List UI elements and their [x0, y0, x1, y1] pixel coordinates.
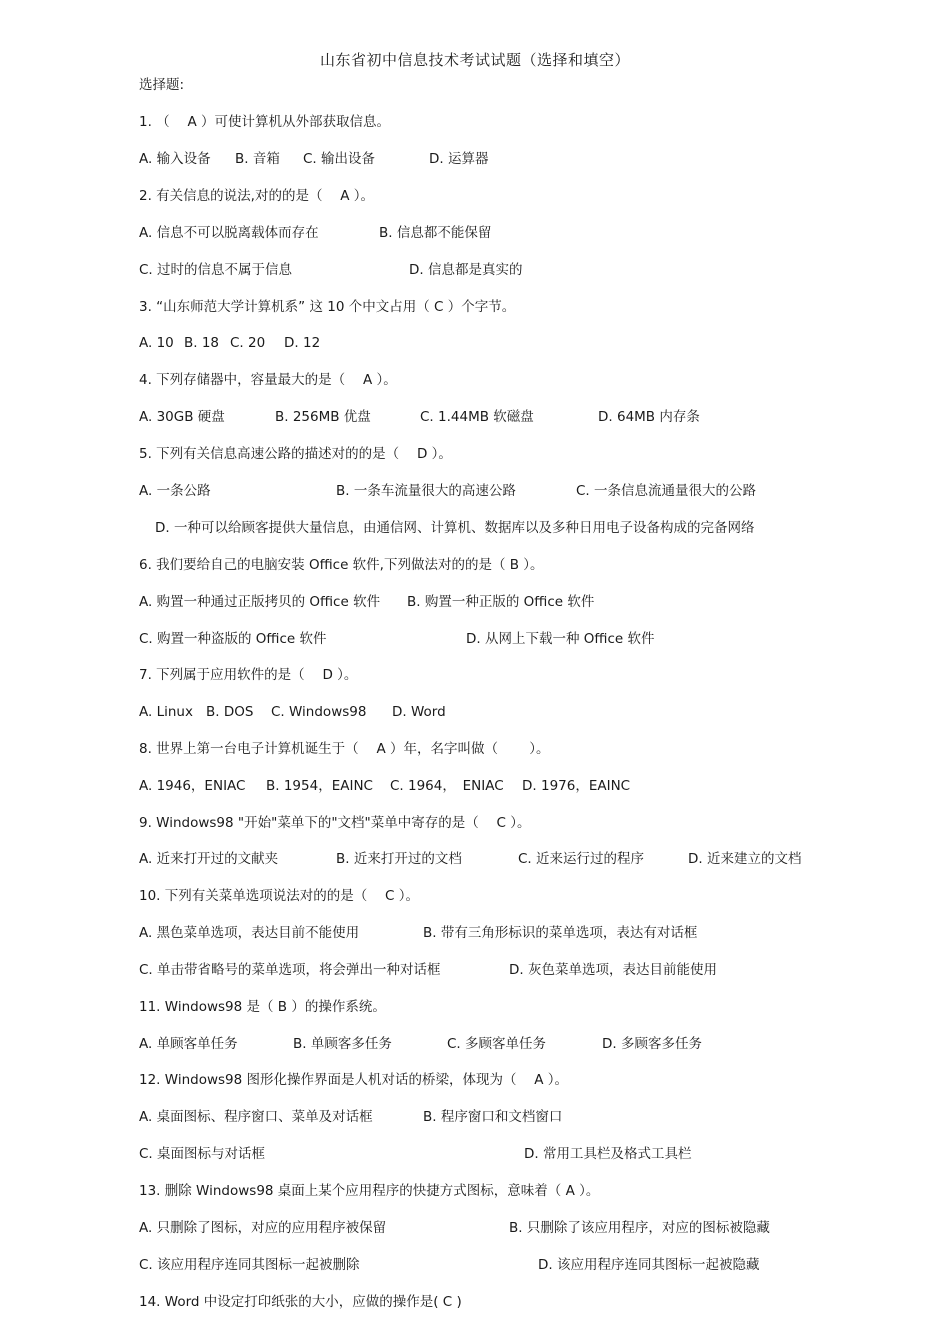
q5-option-a: A. 一条公路: [139, 483, 211, 499]
q3-option-b: B. 18: [184, 335, 220, 351]
q9-option-a: A. 近来打开过的文献夹: [139, 851, 279, 867]
q5-option-d: D. 一种可以给顾客提供大量信息，由通信网、计算机、数据库以及多种日用电子设备构成的完备网络: [155, 520, 755, 536]
q9-option-b: B. 近来打开过的文档: [336, 851, 462, 867]
q13-option-c: C. 该应用程序连同其图标一起被删除: [139, 1257, 360, 1273]
q5-option-b: B. 一条车流量很大的高速公路: [336, 483, 516, 499]
page-title: 山东省初中信息技术考试试题（选择和填空）: [319, 51, 630, 69]
question-4: 4. 下列存储器中，容量最大的是（ A ）。: [139, 372, 397, 388]
q8-option-c: C. 1964， ENIAC: [390, 778, 504, 794]
q1-option-b: B. 音箱: [235, 151, 280, 167]
question-13: 13. 删除 Windows98 桌面上某个应用程序的快捷方式图标，意味着（ A ）。: [139, 1183, 600, 1199]
q2-option-c: C. 过时的信息不属于信息: [139, 262, 293, 278]
question-8: 8. 世界上第一台电子计算机诞生于（ A ）年，名字叫做（ ）。: [139, 741, 550, 757]
q5-option-c: C. 一条信息流通量很大的公路: [576, 483, 757, 499]
question-14: 14. Word 中设定打印纸张的大小，应做的操作是( C ): [139, 1294, 462, 1310]
q10-option-d: D. 灰色菜单选项，表达目前能使用: [509, 962, 717, 978]
q8-option-b: B. 1954，EAINC: [266, 778, 373, 794]
q4-option-c: C. 1.44MB 软磁盘: [420, 409, 534, 425]
q6-option-a: A. 购置一种通过正版拷贝的 Office 软件: [139, 594, 381, 610]
q9-option-d: D. 近来建立的文档: [688, 851, 802, 867]
q11-option-c: C. 多顾客单任务: [447, 1036, 547, 1052]
q3-option-c: C. 20: [230, 335, 266, 351]
q10-option-a: A. 黑色菜单选项，表达目前不能使用: [139, 925, 360, 941]
question-9: 9. Windows98 "开始"菜单下的"文档"菜单中寄存的是（ C ）。: [139, 815, 531, 831]
question-10: 10. 下列有关菜单选项说法对的的是（ C ）。: [139, 888, 420, 904]
question-7: 7. 下列属于应用软件的是（ D ）。: [139, 667, 358, 683]
q2-option-b: B. 信息都不能保留: [379, 225, 492, 241]
q12-option-a: A. 桌面图标、程序窗口、菜单及对话框: [139, 1109, 373, 1125]
question-2: 2. 有关信息的说法,对的的是（ A ）。: [139, 188, 375, 204]
q4-option-d: D. 64MB 内存条: [598, 409, 700, 425]
q8-option-d: D. 1976，EAINC: [522, 778, 631, 794]
q12-option-d: D. 常用工具栏及格式工具栏: [524, 1146, 692, 1162]
question-12: 12. Windows98 图形化操作界面是人机对话的桥梁，体现为（ A ）。: [139, 1072, 569, 1088]
q6-option-b: B. 购置一种正版的 Office 软件: [407, 594, 595, 610]
question-11: 11. Windows98 是（ B ）的操作系统。: [139, 999, 386, 1015]
q13-option-a: A. 只删除了图标，对应的应用程序被保留: [139, 1220, 387, 1236]
q13-option-d: D. 该应用程序连同其图标一起被隐藏: [538, 1257, 760, 1273]
q8-option-a: A. 1946，ENIAC: [139, 778, 246, 794]
q4-option-b: B. 256MB 优盘: [275, 409, 371, 425]
q11-option-a: A. 单顾客单任务: [139, 1036, 238, 1052]
q7-option-b: B. DOS: [206, 704, 254, 720]
section-label: 选择题:: [139, 77, 185, 93]
q12-option-c: C. 桌面图标与对话框: [139, 1146, 266, 1162]
q1-option-c: C. 输出设备: [303, 151, 376, 167]
q1-option-d: D. 运算器: [429, 151, 489, 167]
q12-option-b: B. 程序窗口和文档窗口: [423, 1109, 563, 1125]
question-1: 1. （ A ）可使计算机从外部获取信息。: [139, 114, 390, 130]
q4-option-a: A. 30GB 硬盘: [139, 409, 225, 425]
q11-option-b: B. 单顾客多任务: [293, 1036, 392, 1052]
q7-option-d: D. Word: [392, 704, 446, 720]
q7-option-c: C. Windows98: [271, 704, 367, 720]
q10-option-b: B. 带有三角形标识的菜单选项，表达有对话框: [423, 925, 698, 941]
q13-option-b: B. 只删除了该应用程序，对应的图标被隐藏: [509, 1220, 770, 1236]
q3-option-a: A. 10: [139, 335, 174, 351]
question-3: 3. “山东师范大学计算机系” 这 10 个中文占用（ C ）个字节。: [139, 299, 516, 315]
q2-option-a: A. 信息不可以脱离载体而存在: [139, 225, 319, 241]
q6-option-d: D. 从网上下载一种 Office 软件: [466, 631, 655, 647]
q1-option-a: A. 输入设备: [139, 151, 211, 167]
q6-option-c: C. 购置一种盗版的 Office 软件: [139, 631, 327, 647]
q11-option-d: D. 多顾客多任务: [602, 1036, 702, 1052]
q2-option-d: D. 信息都是真实的: [409, 262, 523, 278]
q7-option-a: A. Linux: [139, 704, 193, 720]
q10-option-c: C. 单击带省略号的菜单选项，将会弹出一种对话框: [139, 962, 441, 978]
q9-option-c: C. 近来运行过的程序: [518, 851, 645, 867]
question-6: 6. 我们要给自己的电脑安装 Office 软件,下列做法对的的是（ B ）。: [139, 557, 544, 573]
q3-option-d: D. 12: [284, 335, 321, 351]
question-5: 5. 下列有关信息高速公路的描述对的的是（ D ）。: [139, 446, 452, 462]
